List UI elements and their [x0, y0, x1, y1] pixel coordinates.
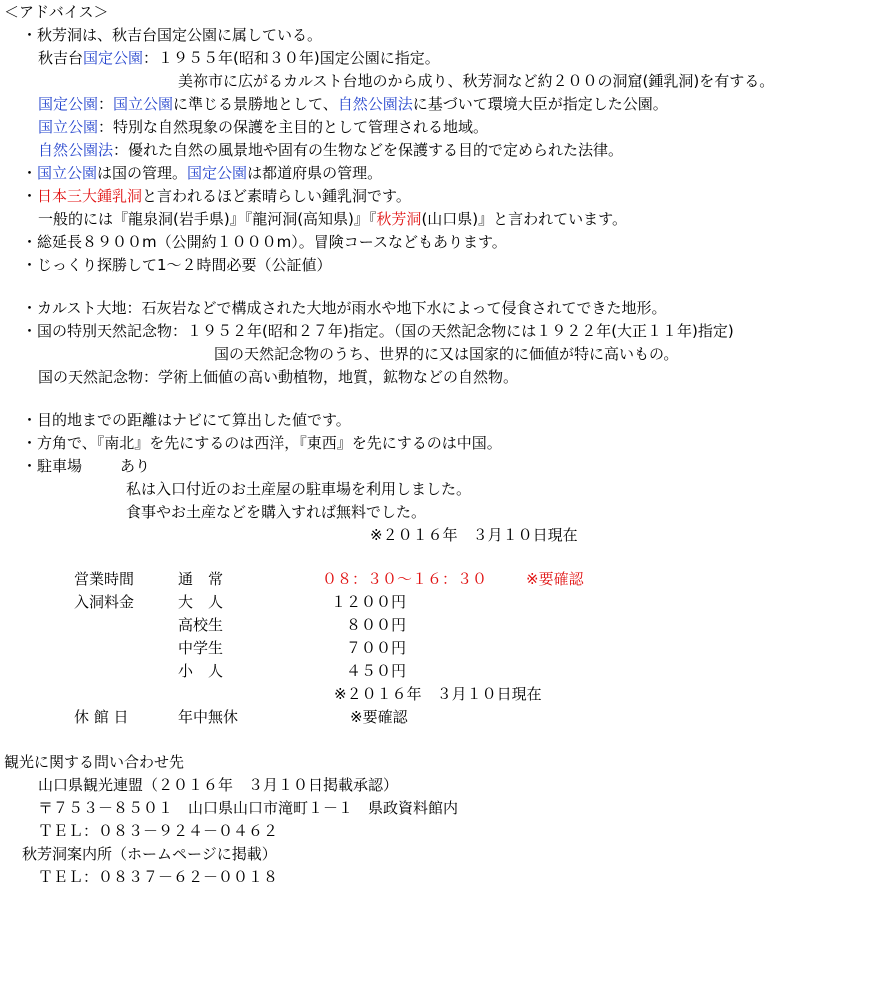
hours-note: ※要確認: [526, 570, 584, 588]
contact-address: 〒７５３－８５０１ 山口県山口市滝町１－１ 県政資料館内: [38, 799, 459, 817]
contact-org: 山口県観光連盟（２０１６年 ３月１０日掲載承認）: [38, 776, 399, 794]
hours-type: 通 常: [178, 570, 224, 588]
fee-price: ８００円: [345, 616, 406, 634]
advice-line: 国の天然記念物：学術上価値の高い動植物，地質，鉱物などの自然物。: [38, 368, 519, 386]
contact-office: 秋芳洞案内所（ホームページに掲載）: [22, 845, 277, 863]
term-national-park: 国立公園: [38, 118, 99, 136]
term-natural-parks-act: 自然公園法: [337, 95, 413, 113]
fee-type: 中学生: [178, 639, 224, 657]
hours-value: ０８：３０～１６：３０: [322, 570, 488, 588]
term-national-park: 国立公園: [113, 95, 174, 113]
advice-line: 国立公園：特別な自然現象の保護を主目的として管理される地域。: [38, 118, 489, 136]
fee-date-note: ※２０１６年 ３月１０日現在: [334, 685, 542, 703]
advice-line: ・総延長８９００m（公開約１０００m）。冒険コースなどもあります。: [22, 233, 507, 251]
advice-line: ・国立公園は国の管理。国定公園は都道府県の管理。: [22, 164, 383, 182]
contact-tel: ＴＥＬ：０８３７－６２－００１８: [38, 868, 279, 886]
closed-note: ※要確認: [350, 708, 408, 726]
advice-line: ・秋芳洞は、秋吉台国定公園に属している。: [22, 26, 323, 44]
contact-heading: 観光に関する問い合わせ先: [4, 753, 185, 771]
fee-type: 小 人: [178, 662, 224, 680]
date-note: ※２０１６年 ３月１０日現在: [370, 526, 578, 544]
term-quasi-national-park: 国定公園: [187, 164, 248, 182]
advice-line: ・国の特別天然記念物：１９５２年(昭和２７年)指定。（国の天然記念物には１９２２年(大正１１年)指定): [22, 322, 734, 340]
closed-label: 休 館 日: [74, 708, 129, 726]
fee-price: ７００円: [345, 639, 406, 657]
advice-line: ・日本三大鍾乳洞と言われるほど素晴らしい鍾乳洞です。: [22, 187, 411, 205]
advice-line: ・カルスト大地：石灰岩などで構成された大地が雨水や地下水によって侵食されてできた地形。: [22, 299, 667, 317]
advice-line: 自然公園法：優れた自然の風景地や固有の生物などを保護する目的で定められた法律。: [38, 141, 624, 159]
advice-line: ・目的地までの距離はナビにて算出した値です。: [22, 411, 351, 429]
term-national-park: 国立公園: [37, 164, 98, 182]
advice-heading: ＜アドバイス＞: [4, 3, 109, 21]
term-akiyoshido: 秋芳洞: [376, 210, 422, 228]
term-three-great-caves: 日本三大鍾乳洞: [37, 187, 143, 205]
fee-price: ４５０円: [345, 662, 406, 680]
fee-label: 入洞料金: [74, 593, 135, 611]
advice-line: ・じっくり探勝して1～２時間必要（公証値）: [22, 256, 332, 274]
advice-line: 国定公園：国立公園に準じる景勝地として、自然公園法に基づいて環境大臣が指定した公園。: [38, 95, 668, 113]
contact-tel: ＴＥＬ：０８３－９２４－０４６２: [38, 822, 279, 840]
advice-line: ・方角で、『南北』を先にするのは西洋，『東西』を先にするのは中国。: [22, 434, 502, 452]
closed-value: 年中無休: [178, 708, 239, 726]
fee-type: 高校生: [178, 616, 224, 634]
hours-label: 営業時間: [74, 570, 135, 588]
term-quasi-national-park: 国定公園: [83, 49, 144, 67]
fee-type: 大 人: [178, 593, 224, 611]
advice-line: 国の天然記念物のうち、世界的に又は国家的に価値が特に高いもの。: [214, 345, 679, 363]
advice-line: 美祢市に広がるカルスト台地のから成り、秋芳洞など約２００の洞窟(鍾乳洞)を有する。: [178, 72, 775, 90]
advice-line: 食事やお土産などを購入すれば無料でした。: [126, 503, 427, 521]
advice-line: 秋吉台国定公園：１９５５年(昭和３０年)国定公園に指定。: [38, 49, 440, 67]
parking-line: ・駐車場 あり: [22, 457, 151, 475]
advice-line: 私は入口付近のお土産屋の駐車場を利用しました。: [126, 480, 472, 498]
advice-line: 一般的には『龍泉洞(岩手県)』『龍河洞(高知県)』『秋芳洞(山口県)』と言われています。: [38, 210, 627, 228]
fee-price: １２００円: [330, 593, 406, 611]
term-natural-parks-act: 自然公園法: [38, 141, 114, 159]
term-quasi-national-park: 国定公園: [38, 95, 99, 113]
